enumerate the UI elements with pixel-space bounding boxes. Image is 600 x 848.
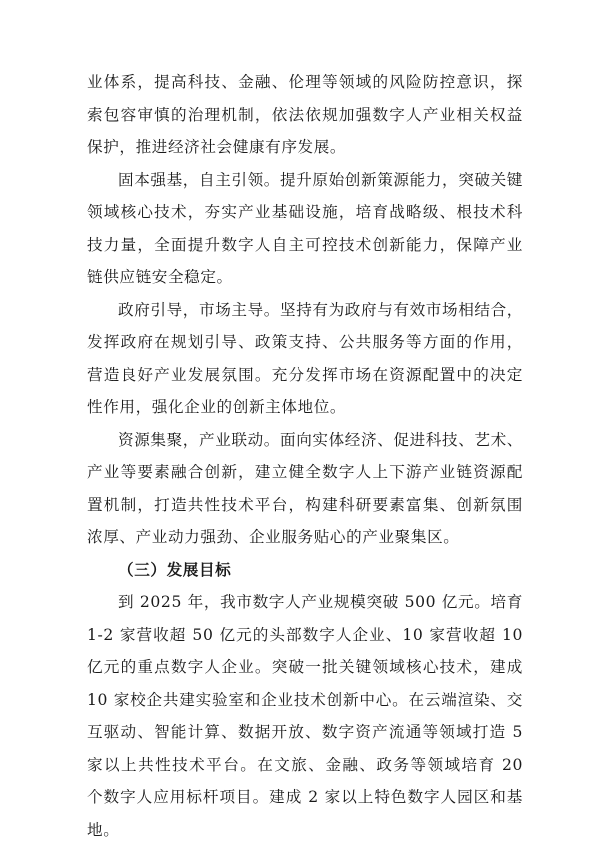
paragraph-continuation: 业体系，提高科技、金融、伦理等领域的风险防控意识，探索包容审慎的治理机制，依法依规加强数字人产业相关权益保护，推进经济社会健康有序发展。 (87, 73, 523, 156)
paragraph-principle-foundation: 固本强基，自主引领。提升原始创新策源能力，突破关键领域核心技术，夯实产业基础设施，培育战略级、根技术科技力量，全面提升数字人自主可控技术创新能力，保障产业链供应链安全稳定。 (87, 170, 523, 286)
paragraph-principle-government: 政府引导，市场主导。坚持有为政府与有效市场相结合，发挥政府在规划引导、政策支持、公共服务等方面的作用，营造良好产业发展氛围。充分发挥市场在资源配置中的决定性作用，强化企业的创新主体地位。 (87, 300, 523, 416)
paragraph-development-goals: 到 2025 年，我市数字人产业规模突破 500 亿元。培育 1-2 家营收超 50 亿元的头部数字人企业、10 家营收超 10 亿元的重点数字人企业。突破一批关键领域核心技术，建成 10 家校企共建实验室和企业技术创新中心。在云端渲染、交互驱动、智能计算、数据开放、数字资产流通等领域打造 5 家以上共性技术平台。在文旅、金融、政务等领域培育 20 个数字人应用标杆项目。建成 2 家以上特色数字人园区和基地。 (87, 593, 523, 839)
document-page (87, 66, 523, 846)
paragraph-principle-resources: 资源集聚，产业联动。面向实体经济、促进科技、艺术、产业等要素融合创新，建立健全数字人上下游产业链资源配置机制，打造共性技术平台，构建科研要素富集、创新氛围浓厚、产业动力强劲、企业服务贴心的产业聚集区。 (87, 430, 523, 546)
section-heading-development-goals: （三）发展目标 (118, 559, 232, 579)
